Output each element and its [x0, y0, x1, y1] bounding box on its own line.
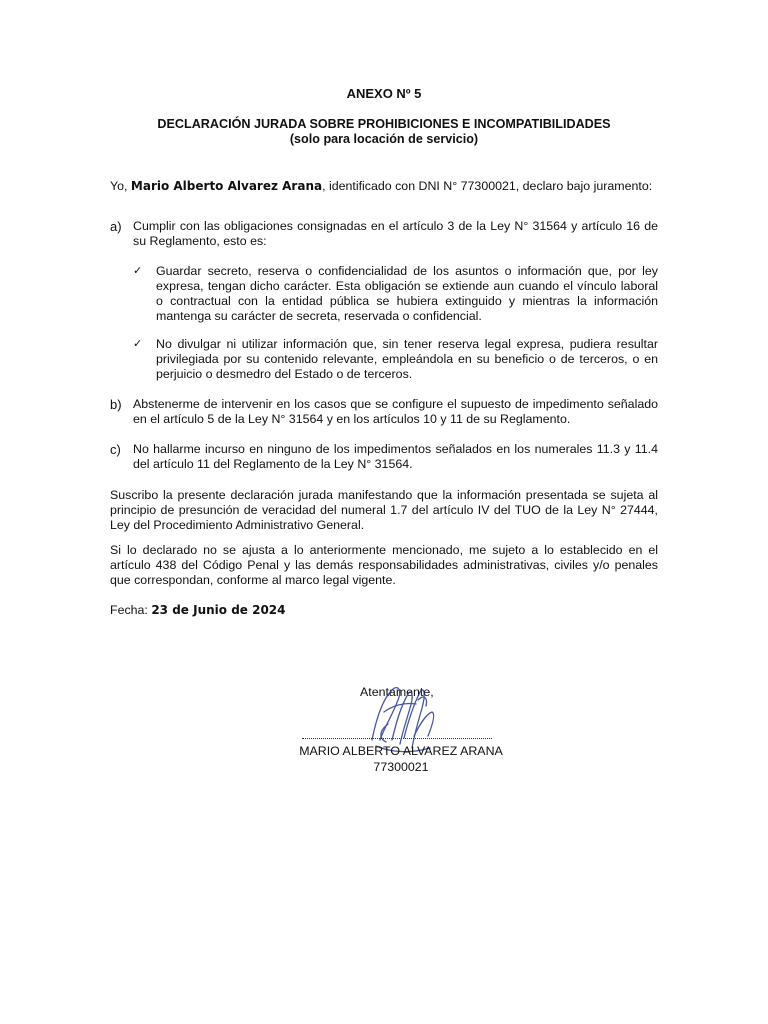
intro-prefix: Yo, — [110, 179, 131, 193]
item-b-text: Abstenerme de intervenir en los casos que se configure el supuesto de impedimento señalado en el artículo 5 de la Ley N° 31564 y en los artículos 10 y 11 de su Reglamento. — [133, 397, 658, 426]
declarant-name: Mario Alberto Alvarez Arana — [130, 179, 323, 193]
declaration-subtitle: (solo para locación de servicio) — [289, 132, 479, 146]
intro-paragraph — [110, 179, 670, 194]
declaration-title: DECLARACIÓN JURADA SOBRE PROHIBICIONES E INCOMPATIBILIDADES — [157, 117, 611, 131]
item-a-marker: a) — [110, 219, 122, 234]
liability-paragraph: Si lo declarado no se ajusta a lo anteriormente mencionado, me sujeto a lo establecido en el artículo 438 del Código Penal y las demás responsabilidades administrativas, civiles y/o penales que correspondan, conforme al marco legal vigente. — [110, 543, 658, 587]
veracity-paragraph: Suscribo la presente declaración jurada manifestando que la información presentada se sujeta al principio de presunción de veracidad del numeral 1.7 del artículo IV del TUO de la Ley N° 27444, Ley del Procedimiento Administrativo General. — [110, 488, 658, 532]
date-line — [110, 603, 658, 618]
signer-name: MARIO ALBERTO ALVAREZ ARANA — [299, 744, 503, 758]
date-label: Fecha: — [110, 603, 152, 617]
signer-dni: 77300021 — [373, 760, 429, 774]
item-c-text: No hallarme incurso en ninguno de los impedimentos señalados en los numerales 11.3 y 11.4 del artículo 11 del Reglamento de la Ley N° 31564. — [133, 442, 658, 471]
checkmark-icon: ✓ — [133, 265, 143, 277]
intro-suffix: , identificado con DNI N° 77300021, declaro bajo juramento: — [322, 179, 653, 193]
item-a-check-1-text: Guardar secreto, reserva o confidencialidad de los asuntos o información que, por ley expresa, tengan dicho carácter. Esta obligación se extiende aun cuando el vínculo laboral o contractual con la entidad pública se hubiera extinguido y mientras la información mantenga su carácter de secreta, reservada o confidencial. — [156, 264, 658, 323]
signature-line — [302, 738, 492, 739]
declaration-title-block — [0, 117, 768, 147]
date-value: 23 de Junio de 2024 — [151, 603, 286, 617]
checkmark-icon: ✓ — [133, 338, 143, 350]
item-a-text: Cumplir con las obligaciones consignadas en el artículo 3 de la Ley N° 31564 y artículo 16 de su Reglamento, esto es: — [133, 219, 658, 248]
item-b-marker: b) — [110, 397, 122, 412]
item-a-check-2-text: No divulgar ni utilizar información que, sin tener reserva legal expresa, pudiera resultar privilegiada por su contenido relevante, empleándola en su beneficio o de terceros, o en perjuicio o desmedro del Estado o de terceros. — [156, 337, 658, 381]
item-c-marker: c) — [110, 442, 121, 457]
closing-text: Atentamente, — [360, 685, 434, 699]
annex-title: ANEXO Nº 5 — [346, 86, 422, 101]
